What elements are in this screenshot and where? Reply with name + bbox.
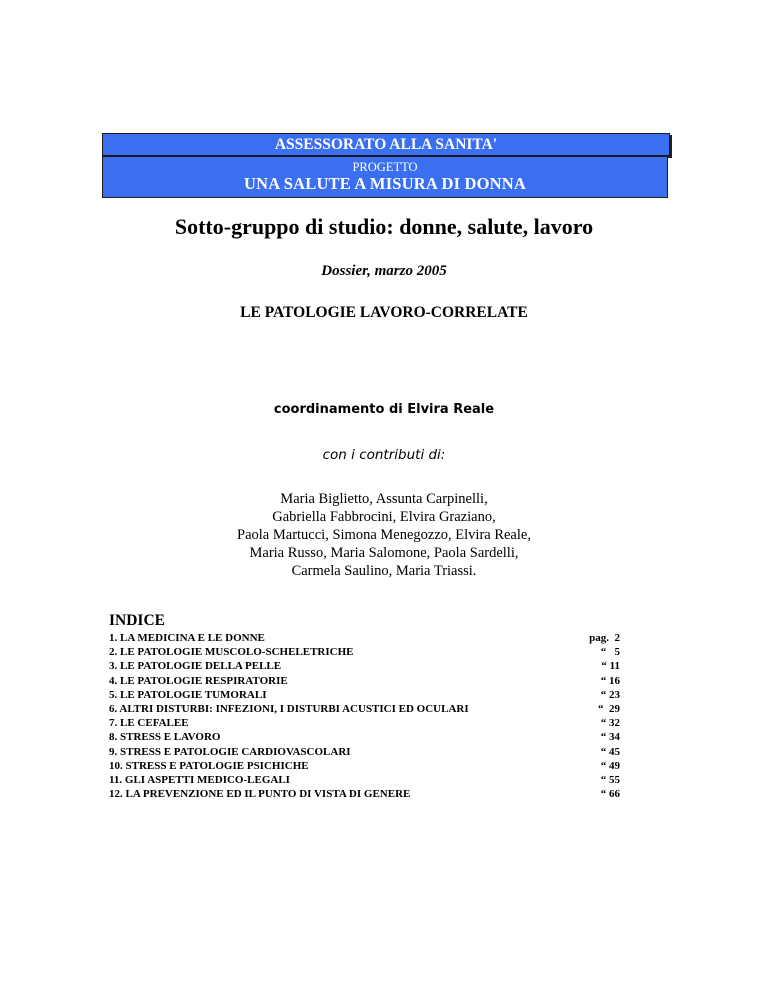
project-banner <box>102 156 668 198</box>
index-item: 2. LE PATOLOGIE MUSCOLO-SCHELETRICHE <box>109 646 354 659</box>
authors-line: Maria Russo, Maria Salomone, Paola Sardelli, <box>249 545 519 561</box>
index-item: 6. ALTRI DISTURBI: INFEZIONI, I DISTURBI ACUSTICI ED OCULARI <box>109 703 469 716</box>
index-page-numbers <box>560 631 620 801</box>
index-page-number: “ 55 <box>600 774 620 787</box>
index-item: 7. LE CEFALEE <box>109 717 189 730</box>
assessorato-banner <box>102 133 670 156</box>
index-item: 9. STRESS E PATOLOGIE CARDIOVASCOLARI <box>109 745 351 758</box>
index-page-number: “ 29 <box>598 703 620 716</box>
authors-line: Gabriella Fabbrocini, Elvira Graziano, <box>272 509 496 525</box>
index-page-number: “ 49 <box>600 759 620 772</box>
index-heading: INDICE <box>109 612 165 629</box>
index-page-number: “ 11 <box>601 660 620 673</box>
authors-line: Carmela Saulino, Maria Triassi. <box>291 563 477 579</box>
contributions-intro: con i contributi di: <box>322 447 446 463</box>
index-item: 1. LA MEDICINA E LE DONNE <box>109 632 265 644</box>
index-page-number: “ 16 <box>600 674 620 687</box>
index-page-number: “ 32 <box>600 717 620 730</box>
document-subject: LE PATOLOGIE LAVORO-CORRELATE <box>240 304 528 321</box>
authors-line: Paola Martucci, Simona Menegozzo, Elvira Reale, <box>237 527 531 543</box>
progetto-label: PROGETTO <box>352 160 418 174</box>
index-item: 3. LE PATOLOGIE DELLA PELLE <box>109 660 282 673</box>
index-item: 11. GLI ASPETTI MEDICO-LEGALI <box>109 774 290 787</box>
index-page-number: “ 5 <box>600 646 620 659</box>
project-title: UNA SALUTE A MISURA DI DONNA <box>243 174 527 193</box>
authors-list <box>0 490 768 580</box>
document-title: Sotto-gruppo di studio: donne, salute, lavoro <box>174 214 594 239</box>
index-item: 12. LA PREVENZIONE ED IL PUNTO DI VISTA DI GENERE <box>109 788 411 801</box>
index-page-number: “ 66 <box>600 788 620 801</box>
index-item: 4. LE PATOLOGIE RESPIRATORIE <box>109 674 288 687</box>
index-item: 8. STRESS E LAVORO <box>109 731 221 744</box>
coordination-line: coordinamento di Elvira Reale <box>273 402 495 417</box>
index-item: 10. STRESS E PATOLOGIE PSICHICHE <box>109 759 309 772</box>
index-page-number: pag. 2 <box>589 632 620 644</box>
index-page-number: “ 34 <box>600 731 620 744</box>
index-page-number: “ 23 <box>600 688 620 701</box>
assessorato-label: ASSESSORATO ALLA SANITA' <box>274 136 498 153</box>
authors-line: Maria Biglietto, Assunta Carpinelli, <box>280 491 488 507</box>
index-item: 5. LE PATOLOGIE TUMORALI <box>109 688 267 701</box>
index-page-number: “ 45 <box>600 745 620 758</box>
index-list <box>109 631 609 801</box>
dossier-date: Dossier, marzo 2005 <box>321 263 447 279</box>
